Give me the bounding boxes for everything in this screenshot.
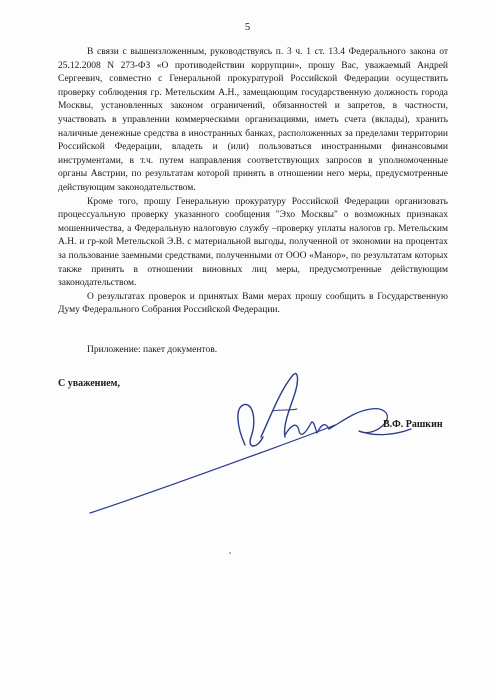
letter-body [58, 46, 448, 318]
signature-left-loop [238, 404, 263, 446]
signature-middle-letters [285, 422, 329, 435]
signature-tall-stroke [261, 374, 298, 437]
page-number: 5 [244, 22, 251, 33]
handwritten-signature [85, 365, 415, 530]
scan-speck [229, 552, 231, 554]
signer-name: В.Ф. Рашкин [383, 419, 443, 430]
paragraph-prosecutor-request: Кроме того, прошу Генеральную прокуратуру Российской Федерации организовать процессуальную проверку указанного сообщения "Эхо Москвы" о возможных признаках мошенничества, а Федеральную налоговую службу –проверку уплаты налогов гр. Метельским А.Н. и гр-кой Метельской Э.В. с материальной выгоды, полученной от экономии на процентах за пользование заемными средствами, полученными от ООО «Манор», по результатам которых также принять в отношении виновных лиц меры, предусмотренные действующим законодательством. [58, 196, 448, 289]
paragraph-request-check: В связи с вышеизложенным, руководствуясь п. 3 ч. 1 ст. 13.4 Федерального закона от 25.12.2008 N 273-ФЗ «О противодействии коррупции», прошу Вас, уважаемый Андрей Сергеевич, совместно с Генеральной прокуратурой Российской Федерации осуществить проверку соблюдения гр. Метельским А.Н., замещающим государственную должность города Москвы, установленных законом ограничений, обязанностей и запретов, в частности, участвовать в управлении коммерческими организациями, иметь счета (вклады), хранить наличные денежные средства в иностранных банках, расположенных за пределами территории Российской Федерации, владеть и (или) пользоваться иностранными финансовыми инструментами, в т.ч. путем направления соответствующих запросов в уполномоченные органы Австрии, по результатам которой принять в отношении него меры, предусмотренные действующим законодательством. [58, 47, 448, 193]
attachment-note: Приложение: пакет документов. [87, 345, 218, 355]
signature-upper-flourish [273, 409, 297, 411]
closing-salutation: С уважением, [58, 378, 120, 389]
signature-lower-sweep [90, 425, 335, 513]
paragraph-report-results: О результатах проверок и принятых Вами мерах прошу сообщить в Государственную Думу Федерального Собрания Российской Федерации. [58, 291, 448, 316]
